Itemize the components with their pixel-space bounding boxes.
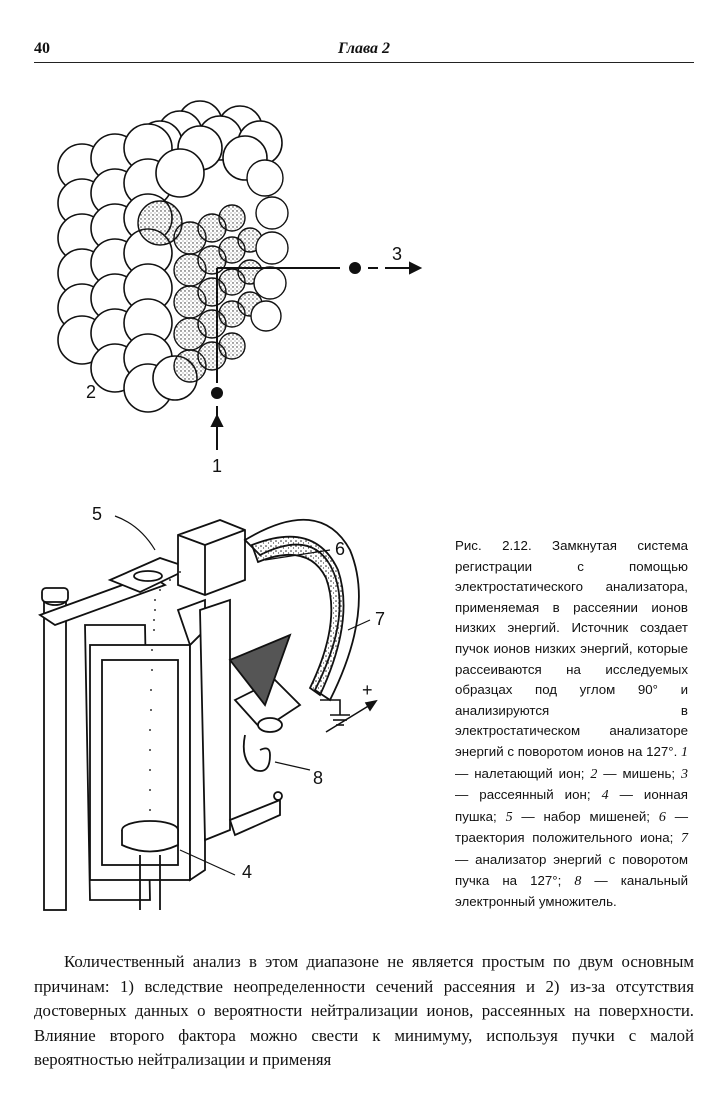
body-paragraph: Количественный анализ в этом диапазоне не является простым по двум основным причинам: 1) вследствие неопределенности сечений рассеяния и 2) из-за отсутствия достоверных данных о вероятности нейтрализации ионов, рассеянных на поверхности. Влияние второго фактора можно свести к минимуму, используя пучки с малой вероятностью нейтрализации и применяя	[34, 952, 694, 1069]
label-4: 4	[242, 862, 253, 882]
caption-lead: Рис. 2.12. Замкнутая система регистрации с помощью электростатического анализатора, применяемая в рассеянии ионов низких энергий. Источник создает пучок ионов низких энергий, которые рассеиваются на исследуемых образцах под углом 90° и анализируются в электростатическом анализаторе энергий с поворотом ионов на 127°.	[455, 538, 688, 759]
label-2: 2	[86, 382, 97, 402]
caption-item: 3 — рассеянный ион;	[455, 766, 688, 803]
label-3: 3	[392, 244, 403, 264]
caption-item: 7 — анализатор энергий с поворотом пучка на 127°;	[455, 831, 688, 888]
caption-item: 6 — траектория положительного иона;	[455, 808, 688, 846]
caption-item: 2 — мишень;	[590, 765, 676, 782]
support-post	[44, 600, 66, 910]
label-plus: +	[362, 680, 373, 700]
figure-caption	[455, 536, 688, 913]
label-5: 5	[92, 504, 103, 524]
lattice-figure	[40, 78, 440, 478]
caption-item: 5 — набор мишеней;	[505, 808, 651, 825]
caption-item: 4 — ионная пушка;	[455, 787, 688, 824]
caption-item: 1 — налетающий ион;	[455, 744, 688, 781]
page-header	[34, 40, 694, 63]
label-7: 7	[375, 609, 386, 629]
page-number: 40	[34, 40, 50, 57]
label-1: 1	[212, 456, 223, 476]
caption-item: 8 — канальный электронный умножитель.	[455, 872, 688, 910]
apparatus-figure	[30, 500, 440, 930]
running-title: Глава 2	[337, 40, 391, 57]
lattice-atoms	[58, 101, 282, 412]
label-8: 8	[313, 768, 324, 788]
label-6: 6	[335, 539, 346, 559]
